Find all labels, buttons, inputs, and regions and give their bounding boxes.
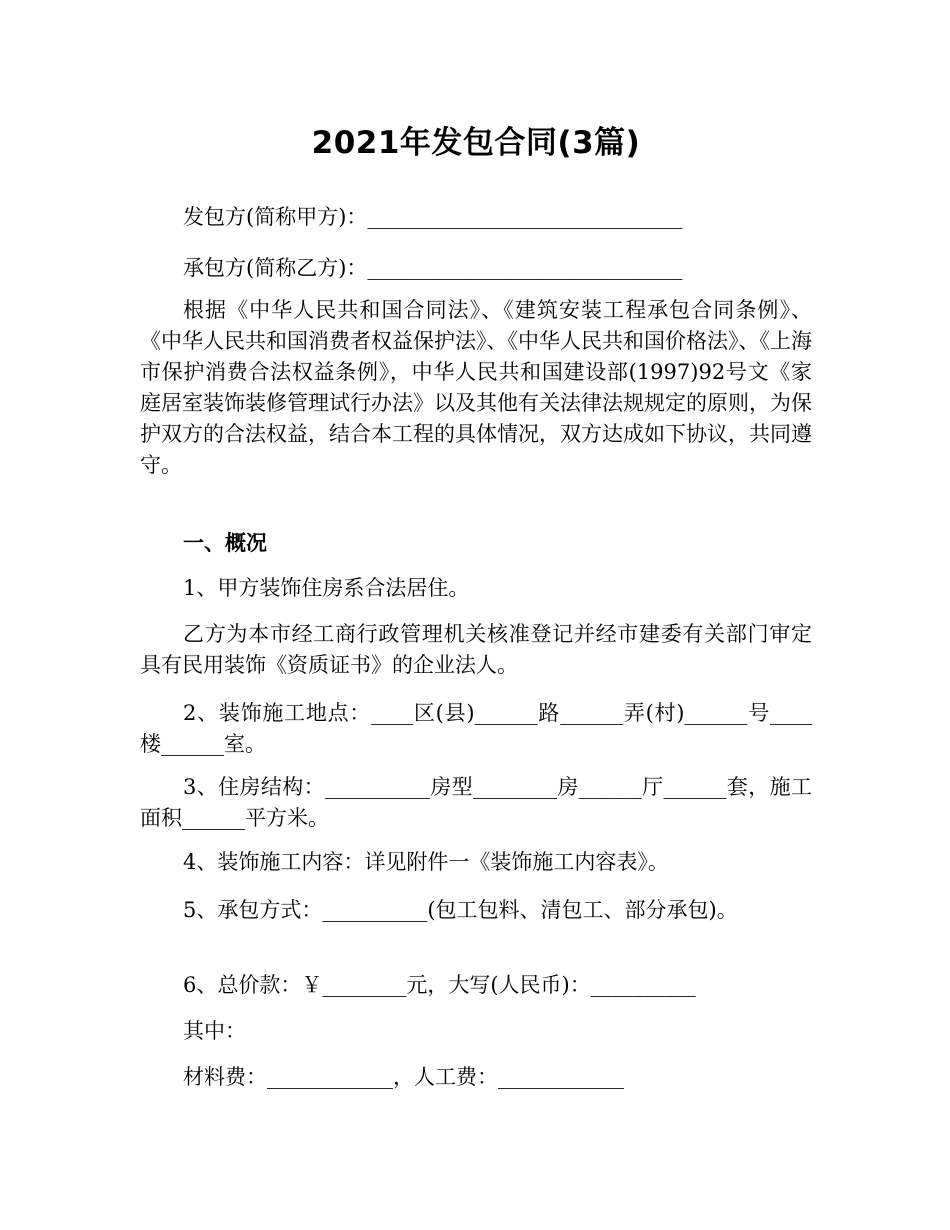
clause-4-content: 4、装饰施工内容：详见附件一《装饰施工内容表》。 [183, 850, 669, 874]
section-heading-overview: 一、概况 [183, 531, 267, 555]
document-title: 2021年发包合同(3篇) [311, 125, 641, 161]
among-label: 其中： [183, 1019, 246, 1043]
preamble-paragraph: 根据《中华人民共和国合同法》、《建筑安装工程承包合同条例》、《中华人民共和国消费者权益保护法》、《中华人民共和国价格法》、《上海市保护消费合法权益条例》，中华人民共和国建设部(1997)92号文《家庭居室装饰装修管理试行办法》以及其他有关法律法规规定的原则，为保护双方的合法权益，结合本工程的具体情况，双方达成如下协议，共同遵守。 [140, 298, 812, 477]
clause-1-detail: 乙方为本市经工商行政管理机关核准登记并经市建委有关部门审定具有民用装饰《资质证书》的企业法人。 [140, 622, 812, 677]
fees-line: 材料费：____________，人工费：____________ [183, 1065, 624, 1089]
clause-5-method: 5、承包方式：__________(包工包料、清包工、部分承包)。 [183, 898, 738, 922]
clause-2-location: 2、装饰施工地点：____区(县)______路______弄(村)______号____楼______室。 [140, 701, 812, 756]
clause-3-structure: 3、住房结构：__________房型________房______厅______套，施工面积______平方米。 [140, 775, 812, 830]
party-b-line: 承包方(简称乙方)：______________________________ [183, 256, 683, 280]
clause-1: 1、甲方装饰住房系合法居住。 [183, 576, 470, 600]
clause-6-price: 6、总价款：￥________元，大写(人民币)：__________ [183, 973, 696, 997]
party-a-line: 发包方(简称甲方)：______________________________ [183, 205, 683, 229]
